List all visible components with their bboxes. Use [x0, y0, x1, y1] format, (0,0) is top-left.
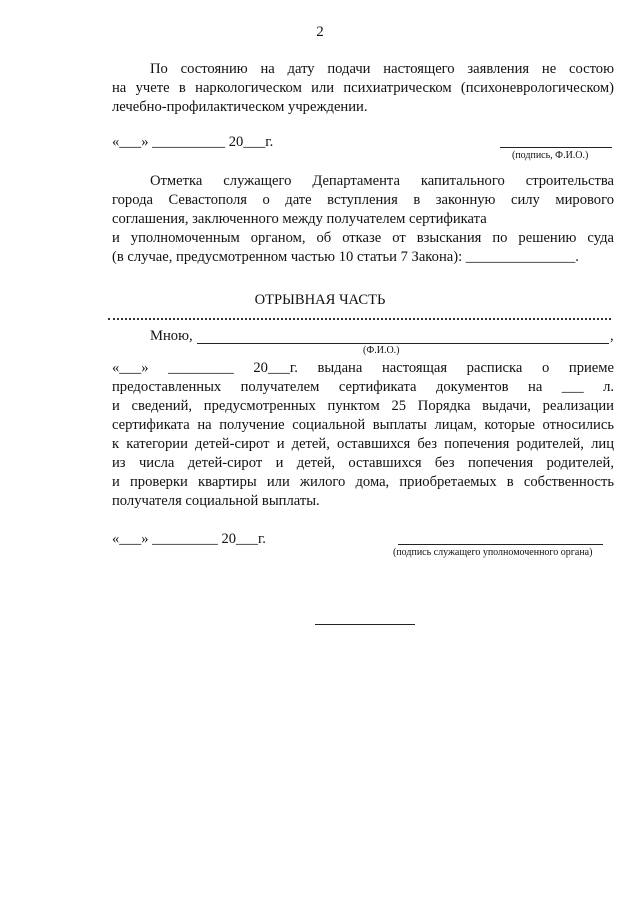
para2-line-3: соглашения, заключенного между получателем сертификата	[112, 211, 487, 227]
para3-line-8: получателя социальной выплаты.	[112, 493, 320, 509]
date-line-1: «___» __________ 20___г.	[112, 134, 274, 150]
para1-line-2: на учете в наркологическом или психиатрическом (психоневрологическом)	[112, 80, 614, 96]
page-number: 2	[316, 24, 324, 40]
para2-line-4: и уполномоченным органом, об отказе от взыскания по решению суда	[112, 230, 614, 246]
date-line-2: «___» _________ 20___г.	[112, 531, 266, 547]
signature-caption-2: (подпись служащего уполномоченного органа)	[393, 547, 593, 558]
para3-line-4: сертификата на получение социальной выплаты лицам, которые относились	[112, 417, 614, 433]
para3-line-6: из числа детей-сирот и детей, оставшихся без попечения родителей,	[112, 455, 614, 471]
para2-line-2: города Севастополя о дате вступления в законную силу мирового	[112, 192, 614, 208]
para3-line-7: и проверки квартиры или жилого дома, приобретаемых в собственность	[112, 474, 614, 490]
tear-off-line	[108, 318, 611, 320]
para3-line-2: предоставленных получателем сертификата документов на ___ л.	[112, 379, 614, 395]
signature-line-2	[398, 544, 603, 545]
para3-line-3: и сведений, предусмотренных пунктом 25 Порядка выдачи, реализации	[112, 398, 614, 414]
para3-line-1: «___» _________ 20___г. выдана настоящая расписка о приеме	[112, 360, 614, 376]
para3-line-5: к категории детей-сирот и детей, оставшихся без попечения родителей, лиц	[112, 436, 614, 452]
mnoyu-label: Мною,	[150, 328, 193, 344]
fio-fill-line	[197, 343, 609, 344]
para2-line-5: (в случае, предусмотренном частью 10 статьи 7 Закона): _______________.	[112, 249, 579, 265]
mnoyu-comma: ,	[610, 328, 614, 344]
para2-line-1: Отметка служащего Департамента капитального строительства	[150, 173, 614, 189]
para1-line-1: По состоянию на дату подачи настоящего заявления не состою	[150, 61, 614, 77]
fio-caption: (Ф.И.О.)	[363, 345, 400, 356]
signature-caption-1: (подпись, Ф.И.О.)	[512, 150, 589, 161]
closing-rule	[315, 624, 415, 625]
para1-line-3: лечебно-профилактическом учреждении.	[112, 99, 368, 115]
section-title: ОТРЫВНАЯ ЧАСТЬ	[254, 292, 386, 308]
signature-line-1	[500, 147, 612, 148]
